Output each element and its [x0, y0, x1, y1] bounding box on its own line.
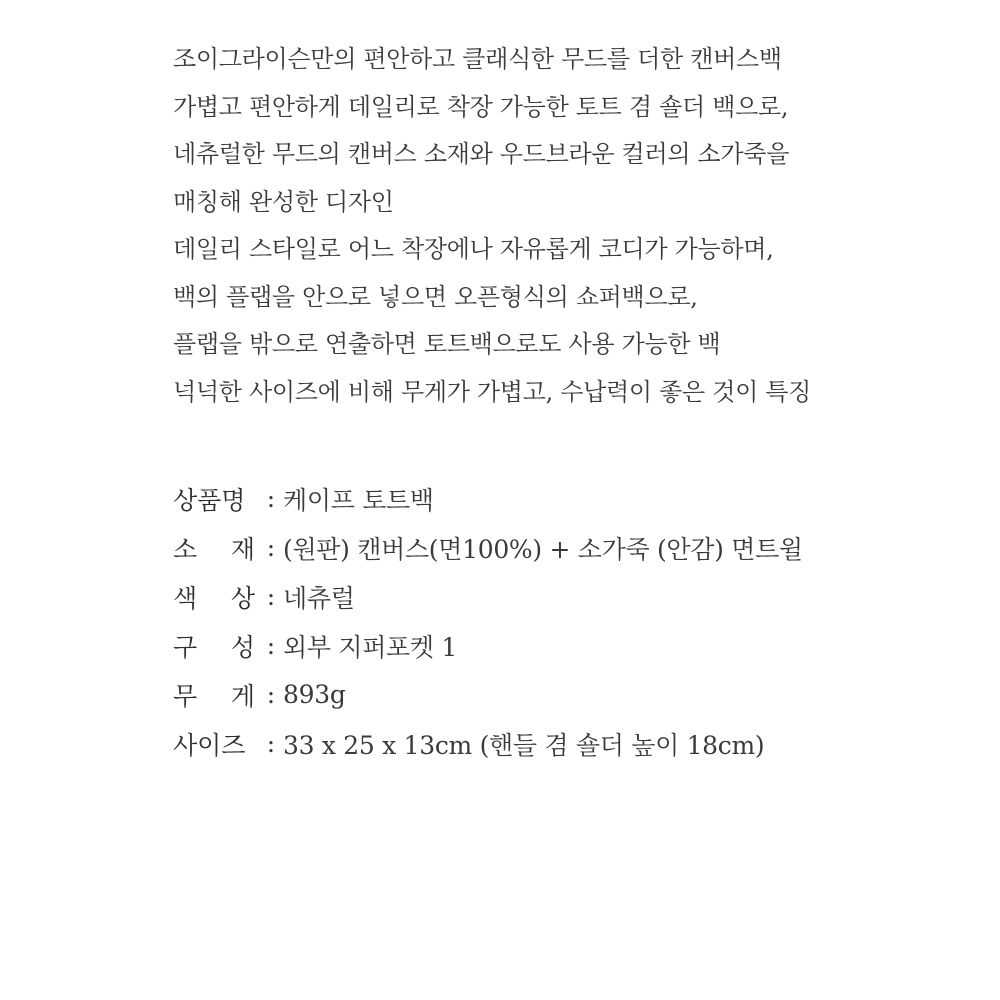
spec-separator: :: [266, 484, 276, 513]
spec-label: 사이즈: [173, 730, 246, 760]
description-line: 매칭해 완성한 디자인: [173, 187, 394, 216]
description-line: 네츄럴한 무드의 캔버스 소재와 우드브라운 컬러의 소가죽을: [173, 140, 790, 168]
spec-separator: :: [266, 582, 276, 611]
spec-separator: :: [266, 631, 276, 660]
spec-value: 외부 지퍼포켓 1: [283, 632, 457, 662]
spec-label: 상품명: [173, 485, 246, 515]
spec-row-color: [173, 572, 973, 621]
spec-separator: :: [266, 533, 276, 562]
description-line: 플랩을 밖으로 연출하면 토트백으로도 사용 가능한 백: [173, 330, 721, 358]
spec-separator: :: [266, 729, 276, 758]
spec-value: 33 x 25 x 13cm (핸들 겸 숄더 높이 18cm): [283, 730, 765, 760]
spec-label: 구 성: [173, 632, 255, 662]
spec-row-material: [173, 523, 973, 572]
spec-row-composition: [173, 621, 973, 670]
description-line: 데일리 스타일로 어느 착장에나 자유롭게 코디가 가능하며,: [173, 235, 774, 263]
spec-value: 케이프 토트백: [283, 485, 434, 515]
spec-label: 색 상: [173, 583, 255, 613]
description-line: 넉넉한 사이즈에 비해 무게가 가볍고, 수납력이 좋은 것이 특징: [173, 377, 812, 406]
spec-row-size: [173, 719, 973, 768]
spec-value: (원판) 캔버스(면100%) + 소가죽 (안감) 면트윌: [283, 534, 803, 564]
description-line: 조이그라이슨만의 편안하고 클래식한 무드를 더한 캔버스백: [173, 45, 782, 73]
description-line: 가볍고 편안하게 데일리로 착장 가능한 토트 겸 숄더 백으로,: [173, 92, 789, 121]
spec-row-weight: [173, 670, 973, 719]
spec-separator: :: [266, 680, 276, 709]
spec-label: 무 게: [173, 681, 255, 711]
product-specs: [173, 474, 973, 768]
spec-label: 소 재: [173, 534, 255, 564]
spec-value: 893g: [283, 680, 346, 709]
spec-value: 네츄럴: [283, 583, 355, 613]
description-line: 백의 플랩을 안으로 넣으면 오픈형식의 쇼퍼백으로,: [173, 282, 698, 311]
spec-row-product-name: [173, 474, 973, 523]
product-description: [173, 36, 973, 416]
